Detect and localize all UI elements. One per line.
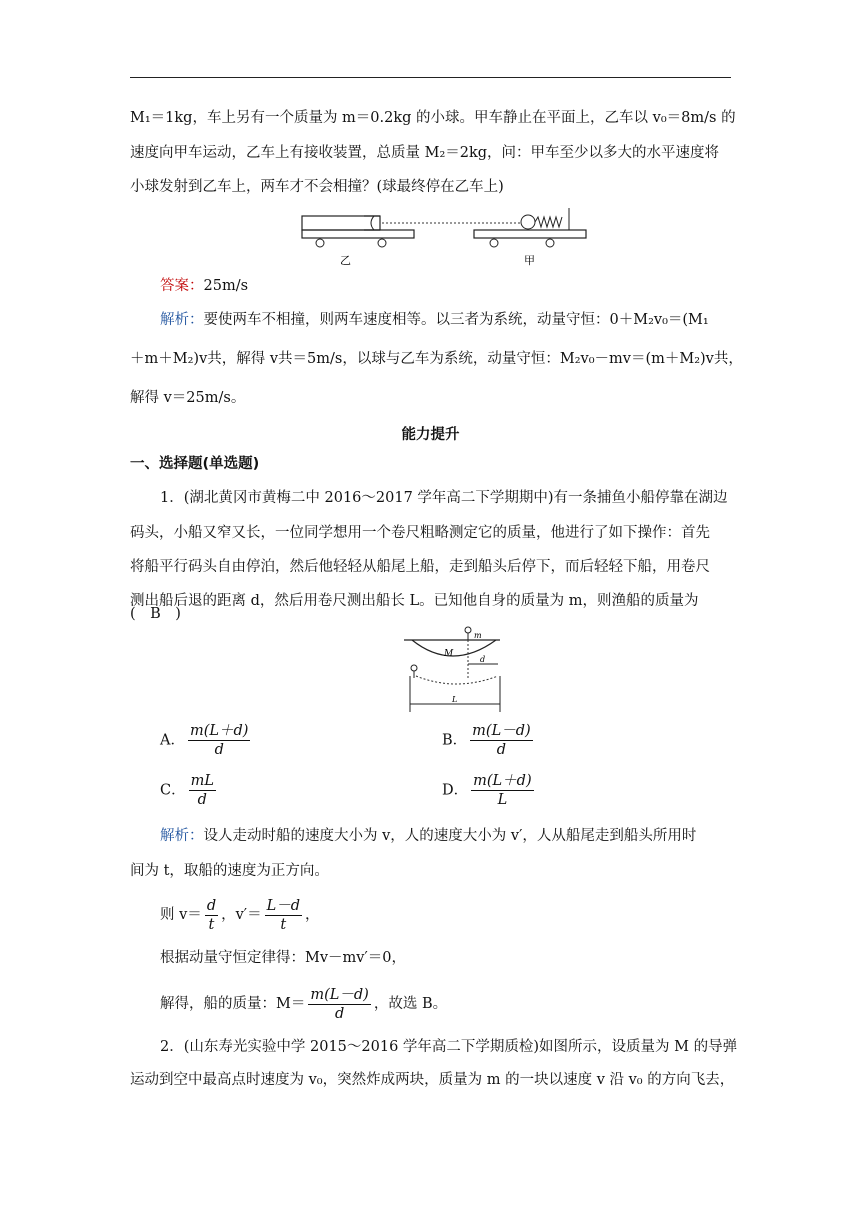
- prev-analysis-line-2: ＋m＋M₂)v共，解得 v共＝5m/s，以球与乙车为系统，动量守恒：M₂v₀－mv＝(m＋M₂)v共，: [130, 351, 743, 367]
- prev-analysis-line-3: 解得 v＝25m/s。: [130, 390, 246, 406]
- option-a[interactable]: A． $\frac{m(L+d)}{d}$: [160, 723, 249, 758]
- answer-label: 答案：: [160, 278, 204, 294]
- cart-label-yi: 乙: [340, 254, 351, 267]
- section-title: 能力提升: [401, 427, 460, 443]
- subsection-title: 一、选择题(单选题): [130, 456, 260, 472]
- prev-problem-line-3: 小球发射到乙车上，两车才不会相撞？(球最终停在乙车上): [130, 179, 504, 195]
- prev-problem-line-1: M₁＝1kg，车上另有一个质量为 m＝0.2kg 的小球。甲车静止在平面上，乙车以 v₀＝8m/s 的: [130, 110, 736, 126]
- prev-problem-line-2: 速度向甲车运动，乙车上有接收装置，总质量 M₂＝2kg，问：甲车至少以多大的水平速度将: [130, 145, 720, 161]
- q1-line-4: 测出船后退的距离 d，然后用卷尺测出船长 L。已知他自身的质量为 m，则渔船的质量为: [130, 593, 699, 609]
- boat-figure: [402, 626, 506, 716]
- q1-analysis-label: 解析：: [160, 828, 204, 844]
- q1-analysis-line-2: 间为 t，取船的速度为正方向。: [130, 863, 329, 879]
- q1-line-2: 码头，小船又窄又长，一位同学想用一个卷尺粗略测定它的质量，他进行了如下操作：首先: [130, 525, 710, 541]
- person-mass-label: m: [474, 631, 482, 640]
- prev-analysis-line-1: 解析：要使两车不相撞，则两车速度相等。以三者为系统，动量守恒：0＋M₂v₀＝(M₁: [160, 312, 709, 328]
- q1-analysis-line-1: 解析：设人走动时船的速度大小为 v，人的速度大小为 v′，人从船尾走到船头所用时: [160, 828, 697, 844]
- answer-value: 25m/s: [203, 278, 249, 294]
- option-b[interactable]: B． $\frac{m(L-d)}{d}$: [442, 723, 531, 758]
- header-rule: [130, 77, 731, 78]
- option-c[interactable]: C． $\frac{mL}{d}$: [160, 773, 214, 808]
- boat-mass-label: M: [444, 649, 454, 659]
- cart-label-jia: 甲: [524, 254, 535, 267]
- q1-eq-2: 根据动量守恒定律得：Mv－mv′＝0，: [160, 950, 406, 966]
- q2-line-2: 运动到空中最高点时速度为 v₀，突然炸成两块，质量为 m 的一块以速度 v 沿 v₀ 的方向飞去，: [130, 1072, 735, 1088]
- q1-line-5: ( B ): [130, 606, 181, 622]
- carts-figure: [298, 206, 590, 268]
- q1-line-3: 将船平行码头自由停泊，然后他轻轻从船尾上船，走到船头后停下，而后轻轻下船，用卷尺: [130, 559, 710, 575]
- answer-line: [160, 276, 731, 296]
- prev-analysis-label: 解析：: [160, 312, 204, 328]
- q1-eq-1: 则 v＝ $\frac{d}{t}$ ，v′＝ $\frac{L-d}{t}$ ，: [160, 897, 320, 933]
- q1-line-1: 1．(湖北黄冈市黄梅二中 2016～2017 学年高二下学期期中)有一条捕鱼小船停靠在湖边: [160, 490, 728, 506]
- q1-eq-3: 解得，船的质量：M＝ $\frac{m(L-d)}{d}$ ，故选 B。: [160, 986, 448, 1022]
- option-d[interactable]: D． $\frac{m(L+d)}{L}$: [442, 773, 532, 808]
- L-label: L: [452, 695, 458, 704]
- q2-line-1: 2．(山东寿光实验中学 2015～2016 学年高二下学期质检)如图所示，设质量为 M 的导弹: [160, 1039, 738, 1055]
- d-label: d: [480, 655, 486, 664]
